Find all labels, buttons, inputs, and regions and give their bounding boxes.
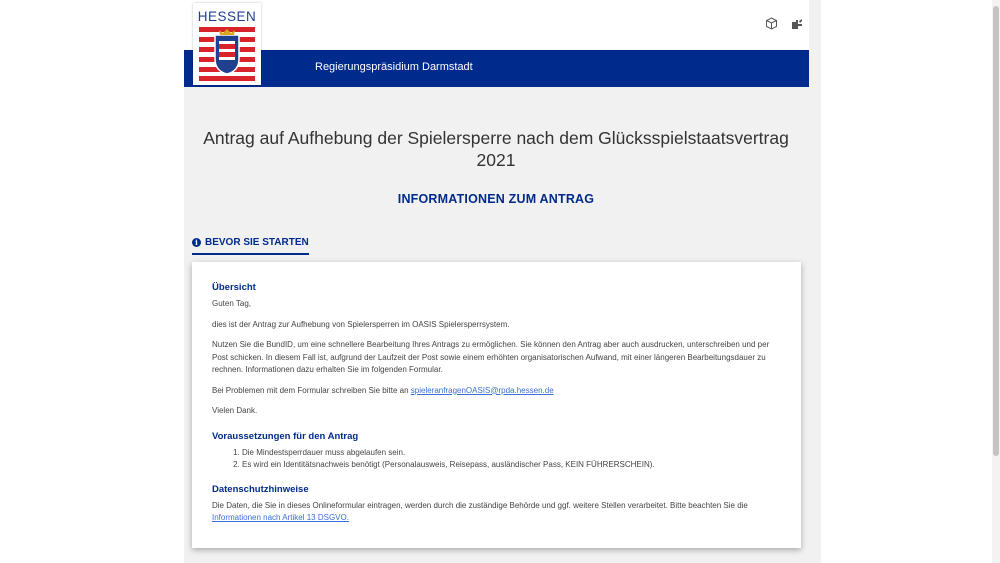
bundid-text: Nutzen Sie die BundID, um eine schnellere Bearbeitung Ihres Antrags zu ermöglichen. Sie können den Antrag aber auch ausdrucken, unterschreiben und per Post schicken. In diesem Fall ist, aufgrund der Laufzeit der Post sowie einem erhöhten organisatorischen Aufwand, mit einer längeren Bearbeitungsdauer zu rechnen. Informationen dazu erhalten Sie im folgenden Formular.: [212, 340, 770, 374]
dsgvo-link[interactable]: Informationen nach Artikel 13 DSGVO.: [212, 513, 349, 522]
sign-language-icon[interactable]: [790, 17, 804, 31]
intro-text: dies ist der Antrag zur Aufhebung von Spielersperren im OASIS Spielersperrsystem.: [212, 319, 510, 329]
list-item: 1. Die Mindestsperrdauer muss abgelaufen sein.: [242, 447, 782, 459]
privacy-text: [212, 500, 782, 525]
scrollbar-thumb[interactable]: [993, 6, 999, 456]
accessibility-cube-icon[interactable]: [765, 17, 779, 31]
page-title: Antrag auf Aufhebung der Spielersperre nach dem Glücksspielstaatsvertrag 2021: [203, 128, 789, 170]
requirements-heading: Voraussetzungen für den Antrag: [212, 430, 359, 442]
list-item: 2. Es wird ein Identitätsnachweis benötigt (Personalausweis, Reisepass, ausländischer Pass, KEIN FÜHRERSCHEIN).: [242, 459, 782, 471]
page-subtitle: INFORMATIONEN ZUM ANTRAG: [397, 192, 595, 206]
top-header: [184, 0, 809, 50]
info-card: [192, 262, 801, 548]
organization-name: Regierungspräsidium Darmstadt: [315, 61, 473, 73]
support-email-link[interactable]: spieleranfragenOASIS@rpda.hessen.de: [410, 385, 554, 395]
blue-banner: [184, 50, 809, 87]
privacy-body: Die Daten, die Sie in dieses Onlineformular eintragen, werden durch die zuständige Behörde und ggf. weitere Stellen verarbeitet. Bitte beachten Sie die: [212, 500, 748, 510]
hessen-logo[interactable]: [193, 3, 261, 85]
overview-heading: Übersicht: [212, 282, 256, 293]
thanks-text: Vielen Dank.: [212, 406, 258, 415]
info-icon: i: [192, 238, 201, 247]
greeting-text: Guten Tag,: [212, 299, 251, 308]
tab-bevor-sie-starten[interactable]: [192, 237, 309, 255]
privacy-heading: Datenschutzhinweise: [212, 483, 309, 495]
vertical-scrollbar[interactable]: [992, 0, 1000, 563]
tab-label: BEVOR SIE STARTEN: [205, 237, 309, 248]
logo-text: HESSEN: [197, 9, 257, 24]
hessen-coat-of-arms-icon: [199, 27, 255, 81]
problems-text: [212, 385, 782, 398]
problems-prefix: Bei Problemen mit dem Formular schreiben Sie bitte an: [212, 385, 411, 395]
requirements-list: [212, 447, 782, 471]
